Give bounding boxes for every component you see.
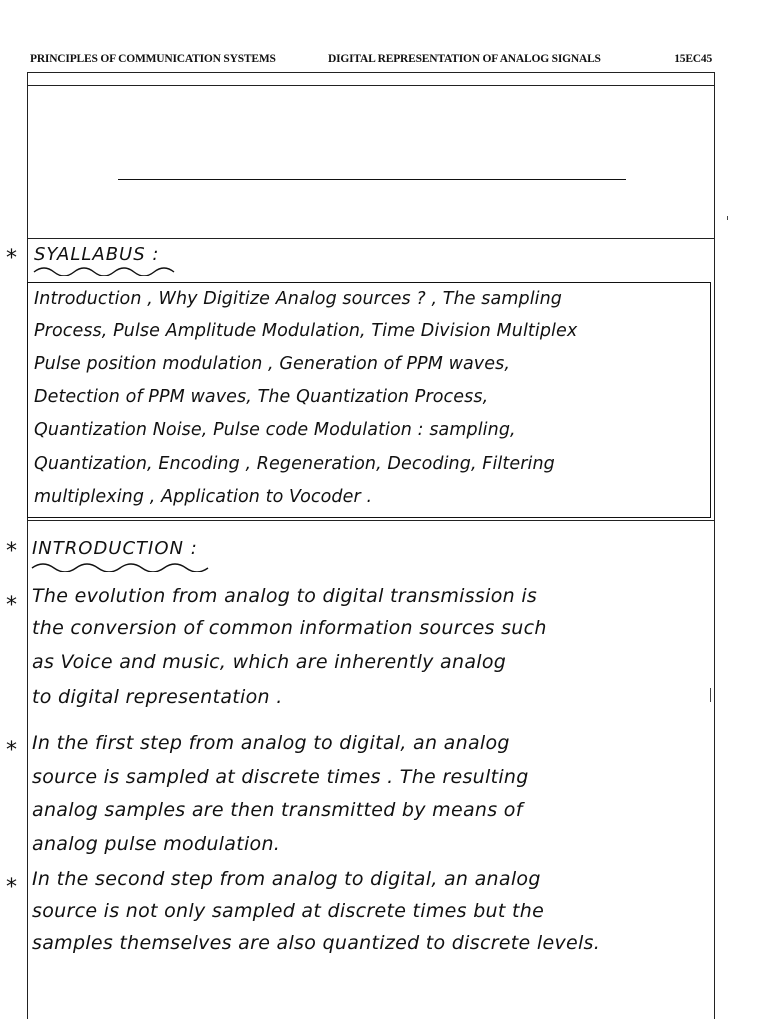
paragraph-3-star-mark: *	[6, 875, 17, 900]
paragraph-3-line-3: samples themselves are also quantized to discrete levels.	[32, 932, 601, 954]
title-underline-blank	[118, 179, 626, 180]
syllabus-line-4: Detection of PPM waves, The Quantization Process,	[34, 387, 489, 407]
paragraph-2-line-2: source is sampled at discrete times . The resulting	[32, 766, 529, 788]
paragraph-3-line-2: source is not only sampled at discrete times but the	[32, 900, 545, 922]
paragraph-3-line-1: In the second step from analog to digital, an analog	[32, 868, 541, 890]
paragraph-1-star-mark: *	[6, 593, 17, 618]
paragraph-2-star-mark: *	[6, 738, 17, 763]
syllabus-line-5: Quantization Noise, Pulse code Modulation : sampling,	[34, 420, 516, 440]
header-chapter-title: DIGITAL REPRESENTATION OF ANALOG SIGNALS	[328, 53, 601, 65]
introduction-star-mark: *	[6, 539, 17, 564]
margin-mark	[710, 688, 711, 702]
syllabus-heading: SYALLABUS :	[34, 244, 160, 265]
syllabus-line-6: Quantization, Encoding , Regeneration, Decoding, Filtering	[34, 454, 555, 474]
paragraph-2-line-3: analog samples are then transmitted by means of	[32, 799, 523, 821]
paragraph-1-line-3: as Voice and music, which are inherently analog	[32, 651, 507, 673]
syllabus-line-3: Pulse position modulation , Generation of PPM waves,	[34, 354, 511, 374]
syllabus-line-2: Process, Pulse Amplitude Modulation, Time Division Multiplex	[34, 321, 578, 341]
paragraph-2-line-4: analog pulse modulation.	[32, 833, 281, 855]
page-header	[30, 53, 720, 73]
syllabus-star-mark: *	[6, 246, 17, 271]
header-course-title: PRINCIPLES OF COMMUNICATION SYSTEMS	[30, 53, 276, 65]
syllabus-underline-squiggle	[32, 264, 192, 276]
introduction-underline-squiggle	[30, 560, 210, 572]
header-course-code: 15EC45	[674, 53, 712, 65]
syllabus-line-7: multiplexing , Application to Vocoder .	[34, 487, 373, 507]
paragraph-1-line-2: the conversion of common information sources such	[32, 617, 547, 639]
margin-mark	[727, 216, 728, 220]
section-divider	[27, 520, 715, 521]
syllabus-line-1: Introduction , Why Digitize Analog sources ? , The sampling	[34, 289, 563, 309]
title-band	[27, 85, 715, 239]
paragraph-2-line-1: In the first step from analog to digital, an analog	[32, 732, 510, 754]
paragraph-1-line-4: to digital representation .	[32, 686, 283, 708]
introduction-heading: INTRODUCTION :	[32, 538, 198, 559]
paragraph-1-line-1: The evolution from analog to digital transmission is	[32, 585, 538, 607]
